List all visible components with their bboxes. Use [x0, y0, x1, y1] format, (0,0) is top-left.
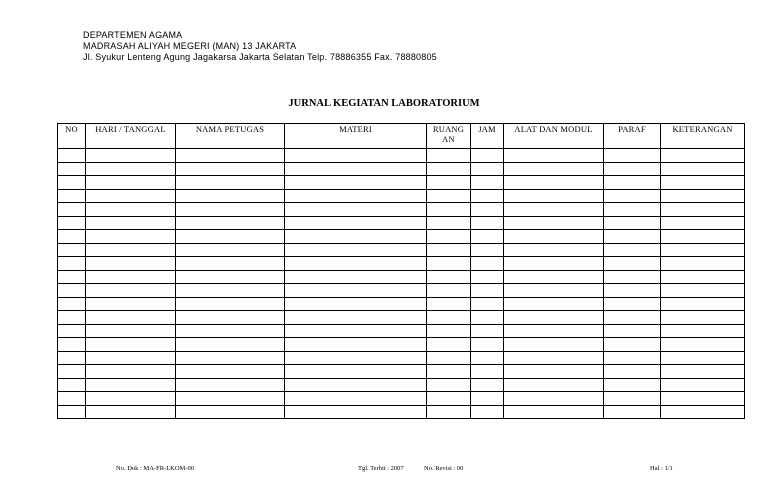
table-cell[interactable] [58, 149, 86, 163]
table-cell[interactable] [661, 284, 745, 298]
table-cell[interactable] [285, 338, 427, 352]
table-row [58, 203, 745, 217]
table-cell[interactable] [604, 405, 661, 419]
table-cell[interactable] [427, 378, 471, 392]
table-cell[interactable] [661, 149, 745, 163]
table-cell[interactable] [471, 365, 504, 379]
table-cell[interactable] [58, 378, 86, 392]
table-cell[interactable] [504, 216, 604, 230]
column-header-material: MATERI [285, 124, 427, 149]
table-cell[interactable] [58, 284, 86, 298]
table-cell[interactable] [58, 392, 86, 406]
table-cell[interactable] [285, 392, 427, 406]
table-cell[interactable] [86, 189, 176, 203]
table-cell[interactable] [86, 284, 176, 298]
table-cell[interactable] [285, 203, 427, 217]
table-cell[interactable] [604, 270, 661, 284]
table-cell[interactable] [285, 216, 427, 230]
table-cell[interactable] [604, 338, 661, 352]
table-cell[interactable] [604, 365, 661, 379]
table-cell[interactable] [285, 162, 427, 176]
table-cell[interactable] [471, 230, 504, 244]
table-cell[interactable] [604, 392, 661, 406]
table-cell[interactable] [86, 230, 176, 244]
table-row [58, 149, 745, 163]
table-cell[interactable] [661, 257, 745, 271]
table-cell[interactable] [504, 311, 604, 325]
table-cell[interactable] [176, 270, 285, 284]
table-cell[interactable] [504, 284, 604, 298]
table-cell[interactable] [427, 311, 471, 325]
table-cell[interactable] [427, 203, 471, 217]
table-cell[interactable] [661, 351, 745, 365]
table-cell[interactable] [427, 162, 471, 176]
table-cell[interactable] [661, 216, 745, 230]
column-header-no: NO [58, 124, 86, 149]
table-cell[interactable] [176, 149, 285, 163]
table-cell[interactable] [427, 324, 471, 338]
table-cell[interactable] [86, 351, 176, 365]
table-cell[interactable] [661, 230, 745, 244]
table-cell[interactable] [86, 365, 176, 379]
table-cell[interactable] [86, 405, 176, 419]
table-cell[interactable] [504, 405, 604, 419]
table-row [58, 365, 745, 379]
table-cell[interactable] [661, 365, 745, 379]
table-cell[interactable] [176, 351, 285, 365]
table-cell[interactable] [86, 216, 176, 230]
table-cell[interactable] [176, 189, 285, 203]
table-row [58, 297, 745, 311]
table-row [58, 311, 745, 325]
footer-doc-number: No. Dok : MA-FR-LKOM-00 [116, 465, 194, 472]
table-row [58, 243, 745, 257]
column-header-signature: PARAF [604, 124, 661, 149]
table-cell[interactable] [504, 270, 604, 284]
table-cell[interactable] [471, 338, 504, 352]
table-cell[interactable] [471, 243, 504, 257]
table-cell[interactable] [285, 257, 427, 271]
table-cell[interactable] [604, 203, 661, 217]
table-cell[interactable] [58, 203, 86, 217]
table-cell[interactable] [604, 257, 661, 271]
table-cell[interactable] [176, 243, 285, 257]
table-cell[interactable] [504, 351, 604, 365]
table-cell[interactable] [504, 243, 604, 257]
table-cell[interactable] [285, 378, 427, 392]
table-cell[interactable] [504, 230, 604, 244]
table-row [58, 351, 745, 365]
column-header-officer: NAMA PETUGAS [176, 124, 285, 149]
table-row [58, 162, 745, 176]
table-cell[interactable] [285, 324, 427, 338]
table-cell[interactable] [471, 405, 504, 419]
table-row [58, 338, 745, 352]
table-cell[interactable] [58, 297, 86, 311]
table-row [58, 176, 745, 190]
table-cell[interactable] [471, 257, 504, 271]
table-cell[interactable] [176, 392, 285, 406]
table-row [58, 284, 745, 298]
table-cell[interactable] [285, 297, 427, 311]
table-cell[interactable] [176, 378, 285, 392]
table-cell[interactable] [176, 216, 285, 230]
table-cell[interactable] [285, 311, 427, 325]
table-cell[interactable] [471, 149, 504, 163]
table-cell[interactable] [285, 243, 427, 257]
table-cell[interactable] [471, 216, 504, 230]
table-cell[interactable] [604, 351, 661, 365]
table-cell[interactable] [58, 230, 86, 244]
table-cell[interactable] [604, 311, 661, 325]
table-cell[interactable] [471, 378, 504, 392]
table-cell[interactable] [86, 392, 176, 406]
table-cell[interactable] [427, 392, 471, 406]
table-cell[interactable] [471, 324, 504, 338]
table-cell[interactable] [661, 270, 745, 284]
table-cell[interactable] [427, 284, 471, 298]
table-row [58, 270, 745, 284]
table-cell[interactable] [86, 297, 176, 311]
table-cell[interactable] [86, 243, 176, 257]
table-cell[interactable] [58, 270, 86, 284]
column-header-tools: ALAT DAN MODUL [504, 124, 604, 149]
table-cell[interactable] [285, 284, 427, 298]
letterhead [83, 30, 437, 63]
table-cell[interactable] [504, 378, 604, 392]
table-cell[interactable] [58, 257, 86, 271]
table-cell[interactable] [427, 149, 471, 163]
table-cell[interactable] [661, 189, 745, 203]
table-cell[interactable] [604, 324, 661, 338]
table-cell[interactable] [176, 176, 285, 190]
table-cell[interactable] [285, 270, 427, 284]
table-cell[interactable] [604, 297, 661, 311]
table-cell[interactable] [604, 189, 661, 203]
table-cell[interactable] [176, 324, 285, 338]
table-cell[interactable] [504, 324, 604, 338]
table-cell[interactable] [471, 392, 504, 406]
table-cell[interactable] [604, 176, 661, 190]
table-cell[interactable] [471, 284, 504, 298]
table-cell[interactable] [86, 257, 176, 271]
table-cell[interactable] [604, 243, 661, 257]
table-cell[interactable] [285, 365, 427, 379]
table-row [58, 324, 745, 338]
column-header-room: RUANG AN [427, 124, 471, 149]
table-cell[interactable] [504, 189, 604, 203]
table-cell[interactable] [471, 189, 504, 203]
table-cell[interactable] [86, 311, 176, 325]
table-cell[interactable] [176, 338, 285, 352]
table-cell[interactable] [285, 230, 427, 244]
column-header-date: HARI / TANGGAL [86, 124, 176, 149]
table-row [58, 405, 745, 419]
table-cell[interactable] [504, 257, 604, 271]
table-cell[interactable] [86, 203, 176, 217]
table-cell[interactable] [285, 176, 427, 190]
table-cell[interactable] [176, 257, 285, 271]
table-cell[interactable] [176, 284, 285, 298]
table-cell[interactable] [176, 311, 285, 325]
table-cell[interactable] [604, 149, 661, 163]
table-cell[interactable] [176, 297, 285, 311]
table-cell[interactable] [661, 338, 745, 352]
table-row [58, 378, 745, 392]
table-cell[interactable] [661, 405, 745, 419]
table-row [58, 257, 745, 271]
table-cell[interactable] [661, 243, 745, 257]
table-cell[interactable] [661, 311, 745, 325]
table-cell[interactable] [604, 230, 661, 244]
table-cell[interactable] [471, 176, 504, 190]
table-cell[interactable] [176, 405, 285, 419]
table-cell[interactable] [58, 311, 86, 325]
table-cell[interactable] [86, 324, 176, 338]
table-body [58, 149, 745, 419]
table-cell[interactable] [427, 351, 471, 365]
table-row [58, 392, 745, 406]
table-cell[interactable] [58, 243, 86, 257]
table-cell[interactable] [176, 230, 285, 244]
table-cell[interactable] [86, 176, 176, 190]
column-header-time: JAM [471, 124, 504, 149]
table-cell[interactable] [176, 203, 285, 217]
table-cell[interactable] [471, 351, 504, 365]
table-cell[interactable] [58, 405, 86, 419]
table-cell[interactable] [86, 162, 176, 176]
footer-issue-date: Tgl. Terbit : 2007 [358, 465, 404, 472]
footer-page: Hal : 1/1 [650, 465, 673, 472]
table-cell[interactable] [427, 270, 471, 284]
column-header-notes: KETERANGAN [661, 124, 745, 149]
journal-table [57, 123, 745, 419]
table-cell[interactable] [427, 338, 471, 352]
table-cell[interactable] [504, 162, 604, 176]
table-cell[interactable] [661, 378, 745, 392]
table-cell[interactable] [58, 365, 86, 379]
table-header-row [58, 124, 745, 149]
table-cell[interactable] [285, 405, 427, 419]
table-cell[interactable] [504, 365, 604, 379]
table-cell[interactable] [471, 270, 504, 284]
table-cell[interactable] [58, 338, 86, 352]
table-cell[interactable] [427, 297, 471, 311]
table-cell[interactable] [661, 297, 745, 311]
table-cell[interactable] [504, 149, 604, 163]
table-row [58, 189, 745, 203]
table-cell[interactable] [504, 338, 604, 352]
letterhead-department: DEPARTEMEN AGAMA [83, 30, 183, 40]
table-cell[interactable] [471, 162, 504, 176]
table-cell[interactable] [471, 297, 504, 311]
table-cell[interactable] [427, 243, 471, 257]
table-cell[interactable] [427, 230, 471, 244]
table-cell[interactable] [504, 176, 604, 190]
table-cell[interactable] [504, 297, 604, 311]
table-cell[interactable] [176, 162, 285, 176]
table-cell[interactable] [427, 216, 471, 230]
table-cell[interactable] [427, 405, 471, 419]
table-cell[interactable] [285, 149, 427, 163]
table-cell[interactable] [661, 162, 745, 176]
table-cell[interactable] [58, 176, 86, 190]
table-cell[interactable] [604, 378, 661, 392]
table-cell[interactable] [58, 162, 86, 176]
table-cell[interactable] [285, 351, 427, 365]
table-cell[interactable] [176, 365, 285, 379]
table-cell[interactable] [86, 149, 176, 163]
table-cell[interactable] [427, 176, 471, 190]
table-cell[interactable] [604, 216, 661, 230]
table-cell[interactable] [58, 189, 86, 203]
table-cell[interactable] [661, 324, 745, 338]
table-cell[interactable] [471, 311, 504, 325]
table-cell[interactable] [285, 189, 427, 203]
table-cell[interactable] [471, 203, 504, 217]
table-cell[interactable] [604, 284, 661, 298]
letterhead-address: Jl. Syukur Lenteng Agung Jagakarsa Jakarta Selatan Telp. 78886355 Fax. 78880805 [83, 52, 437, 62]
document-title: JURNAL KEGIATAN LABORATORIUM [288, 98, 480, 109]
table-cell[interactable] [86, 270, 176, 284]
letterhead-school: MADRASAH ALIYAH MEGERI (MAN) 13 JAKARTA [83, 41, 297, 51]
table-cell[interactable] [504, 392, 604, 406]
table-cell[interactable] [661, 176, 745, 190]
table-cell[interactable] [58, 351, 86, 365]
table-cell[interactable] [58, 324, 86, 338]
table-cell[interactable] [604, 162, 661, 176]
table-cell[interactable] [427, 189, 471, 203]
table-cell[interactable] [504, 203, 604, 217]
table-cell[interactable] [661, 392, 745, 406]
table-cell[interactable] [661, 203, 745, 217]
table-cell[interactable] [86, 338, 176, 352]
footer-revision: No. Revisi : 00 [424, 465, 464, 472]
table-cell[interactable] [427, 257, 471, 271]
table-cell[interactable] [58, 216, 86, 230]
table-cell[interactable] [86, 378, 176, 392]
table-cell[interactable] [427, 365, 471, 379]
table-row [58, 216, 745, 230]
table-row [58, 230, 745, 244]
